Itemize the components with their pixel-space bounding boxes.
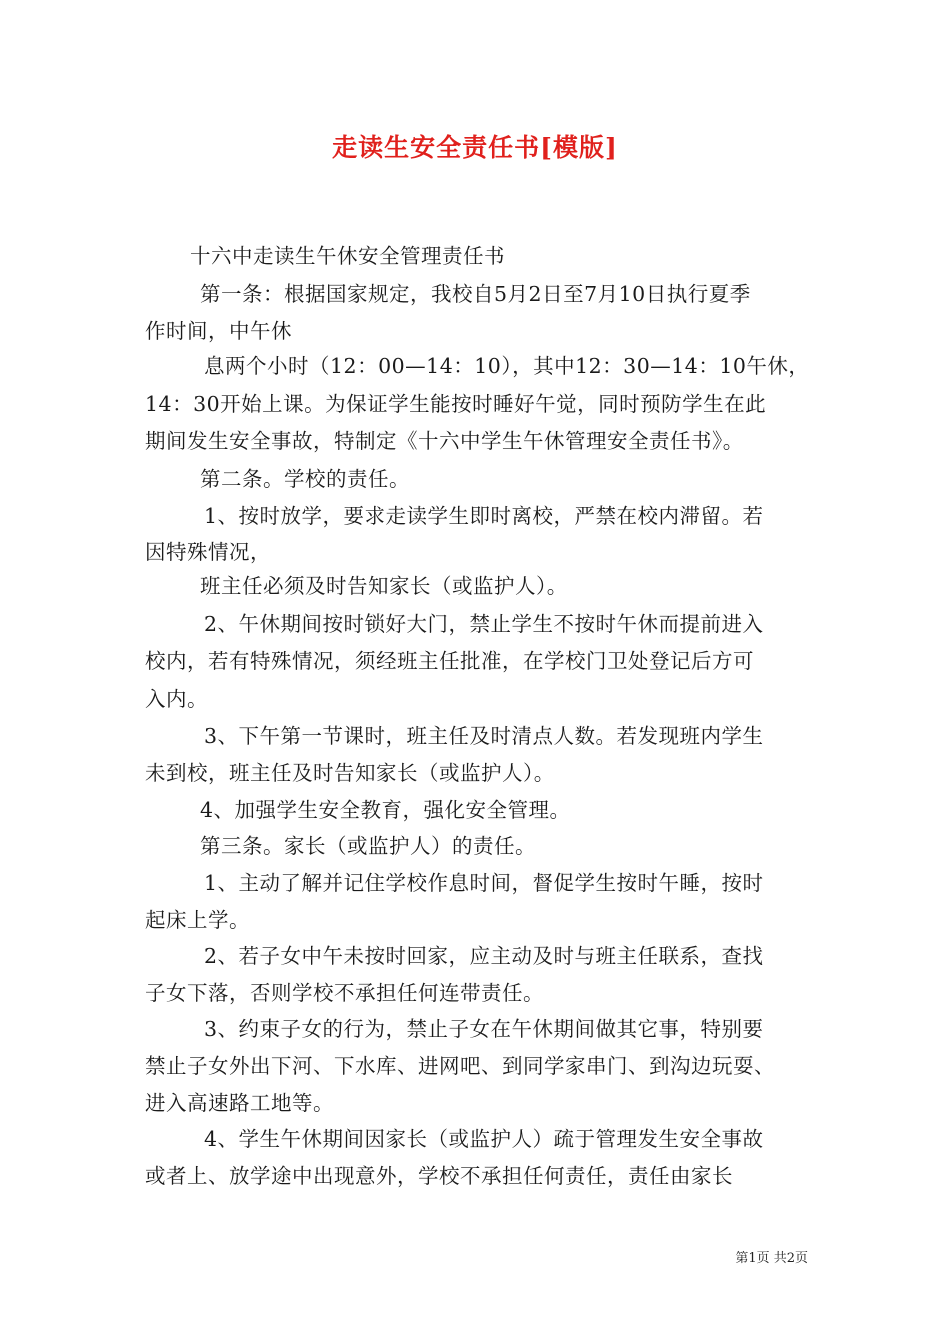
line-3: 作时间，中午休 [145, 319, 292, 343]
line-19: 起床上学。 [145, 908, 250, 932]
line-8: 1、按时放学，要求走读学生即时离校，严禁在校内滞留。若 [204, 504, 764, 528]
line-13: 入内。 [145, 687, 208, 711]
line-25: 4、学生午休期间因家长（或监护人）疏于管理发生安全事故 [204, 1127, 764, 1151]
page-number: 第1页 共2页 [735, 1251, 808, 1266]
line-1: 十六中走读生午休安全管理责任书 [190, 244, 505, 268]
line-21: 子女下落，否则学校不承担任何连带责任。 [145, 981, 544, 1005]
line-24: 进入高速路工地等。 [145, 1091, 334, 1115]
line-23: 禁止子女外出下河、下水库、进网吧、到同学家串门、到沟边玩耍、 [145, 1054, 775, 1078]
line-7: 第二条。学校的责任。 [200, 467, 410, 491]
line-12: 校内，若有特殊情况，须经班主任批准，在学校门卫处登记后方可 [145, 649, 754, 673]
document-title: 走读生安全责任书[模版] [332, 133, 618, 162]
line-2: 第一条：根据国家规定，我校自5月2日至7月10日执行夏季 [200, 282, 751, 306]
line-4: 息两个小时（12：00—14：10），其中12：30—14：10午休， [204, 354, 810, 378]
line-17: 第三条。家长（或监护人）的责任。 [200, 834, 536, 858]
line-11: 2、午休期间按时锁好大门，禁止学生不按时午休而提前进入 [204, 612, 764, 636]
line-20: 2、若子女中午未按时回家，应主动及时与班主任联系，查找 [204, 944, 764, 968]
line-18: 1、主动了解并记住学校作息时间，督促学生按时午睡，按时 [204, 871, 764, 895]
line-5: 14：30开始上课。为保证学生能按时睡好午觉，同时预防学生在此 [145, 392, 767, 416]
line-6: 期间发生安全事故，特制定《十六中学生午休管理安全责任书》。 [145, 429, 744, 453]
line-26: 或者上、放学途中出现意外，学校不承担任何责任，责任由家长 [145, 1164, 733, 1188]
line-22: 3、约束子女的行为，禁止子女在午休期间做其它事，特别要 [204, 1017, 764, 1041]
line-15: 未到校，班主任及时告知家长（或监护人）。 [145, 761, 555, 785]
line-16: 4、加强学生安全教育，强化安全管理。 [200, 798, 571, 822]
line-9: 因特殊情况， [145, 540, 271, 564]
line-10: 班主任必须及时告知家长（或监护人）。 [200, 574, 568, 598]
line-14: 3、下午第一节课时，班主任及时清点人数。若发现班内学生 [204, 724, 764, 748]
